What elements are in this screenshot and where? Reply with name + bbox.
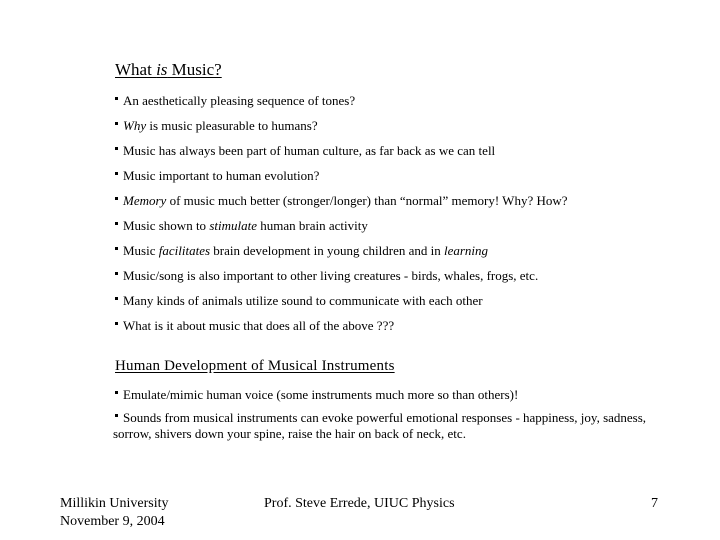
bullet-list-instruments bbox=[113, 387, 658, 449]
section-title-what-is-music bbox=[115, 60, 222, 80]
bullet-item bbox=[113, 143, 568, 168]
bullet-text: Music important to human evolution? bbox=[123, 168, 320, 183]
bullet-icon bbox=[115, 222, 118, 225]
bullet-text: Music/song is also important to other living creatures - birds, whales, frogs, etc. bbox=[123, 268, 539, 283]
bullet-text: Sounds from musical instruments can evoke powerful emotional responses - happiness, joy, sadness, sorrow, shivers down your spine, raise the hair on back of neck, etc. bbox=[113, 410, 647, 441]
bullet-item bbox=[113, 193, 568, 218]
bullet-text: An aesthetically pleasing sequence of tones? bbox=[123, 93, 356, 108]
bullet-emphasis: facilitates bbox=[158, 243, 211, 258]
bullet-emphasis: stimulate bbox=[209, 218, 257, 233]
bullet-text: is music pleasurable to humans? bbox=[146, 118, 318, 133]
bullet-list-what-is-music bbox=[113, 93, 568, 343]
bullet-text: Emulate/mimic human voice (some instruments much more so than others)! bbox=[123, 387, 519, 402]
bullet-icon bbox=[115, 197, 118, 200]
bullet-item bbox=[113, 93, 568, 118]
title-pre: What bbox=[115, 60, 157, 79]
bullet-item bbox=[113, 118, 568, 143]
bullet-item bbox=[113, 168, 568, 193]
bullet-item bbox=[113, 268, 568, 293]
bullet-icon bbox=[115, 297, 118, 300]
footer-author: Prof. Steve Errede, UIUC Physics bbox=[264, 496, 455, 511]
bullet-text: brain development in young children and in bbox=[210, 243, 444, 258]
bullet-emphasis: learning bbox=[443, 243, 489, 258]
bullet-icon bbox=[115, 147, 118, 150]
bullet-item bbox=[113, 243, 568, 268]
bullet-icon bbox=[115, 247, 118, 250]
section-title-instruments: Human Development of Musical Instruments bbox=[115, 358, 395, 374]
bullet-icon bbox=[115, 414, 118, 417]
bullet-text: Music has always been part of human culture, as far back as we can tell bbox=[123, 143, 496, 158]
page-number: 7 bbox=[651, 496, 658, 511]
bullet-emphasis: Memory bbox=[123, 193, 167, 208]
bullet-text: human brain activity bbox=[256, 218, 368, 233]
bullet-text: Music bbox=[123, 243, 159, 258]
footer-date: November 9, 2004 bbox=[60, 514, 165, 529]
bullet-text: Music shown to bbox=[123, 218, 210, 233]
bullet-text: of music much better (stronger/longer) than “normal” memory! Why? How? bbox=[166, 193, 568, 208]
bullet-emphasis: Why bbox=[123, 118, 147, 133]
title-em: is bbox=[156, 60, 168, 79]
bullet-item bbox=[113, 293, 568, 318]
footer-institution: Millikin University bbox=[60, 496, 169, 511]
bullet-icon bbox=[115, 322, 118, 325]
title-post: Music? bbox=[167, 60, 222, 79]
bullet-icon bbox=[115, 391, 118, 394]
bullet-icon bbox=[115, 272, 118, 275]
bullet-item bbox=[113, 410, 658, 442]
footer-left bbox=[60, 495, 169, 531]
bullet-icon bbox=[115, 97, 118, 100]
bullet-item bbox=[113, 318, 568, 343]
bullet-item bbox=[113, 218, 568, 243]
bullet-item bbox=[113, 387, 658, 403]
bullet-text: Many kinds of animals utilize sound to communicate with each other bbox=[123, 293, 483, 308]
bullet-icon bbox=[115, 172, 118, 175]
bullet-text: What is it about music that does all of the above ??? bbox=[123, 318, 395, 333]
bullet-icon bbox=[115, 122, 118, 125]
